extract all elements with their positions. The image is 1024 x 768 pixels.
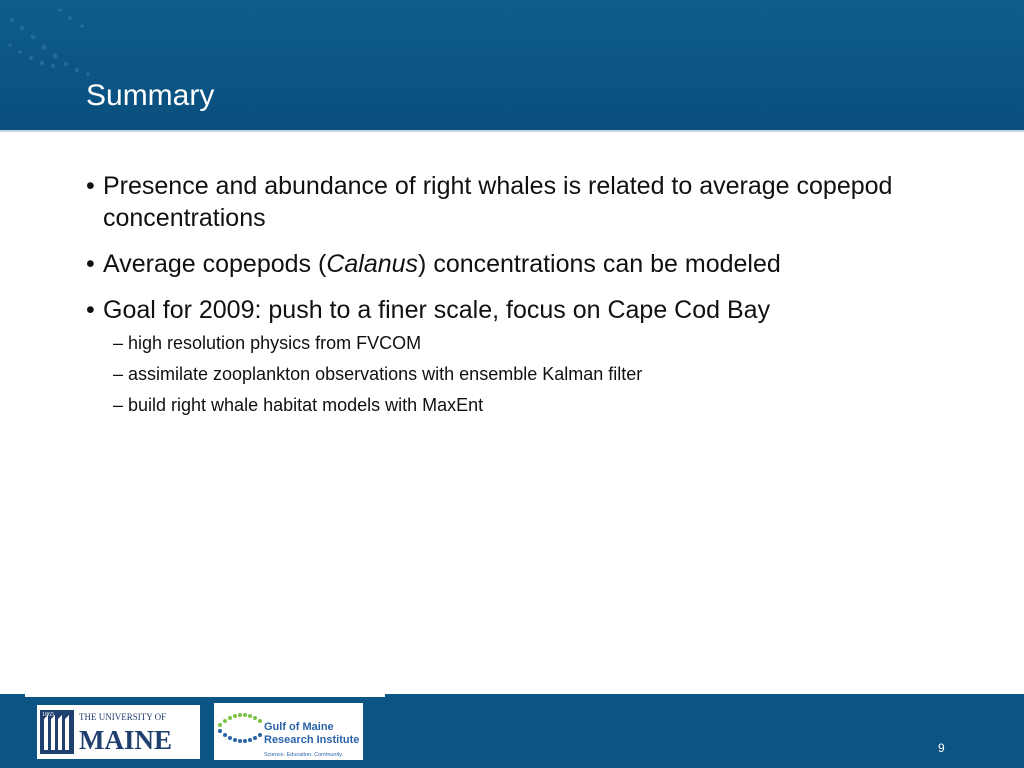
bullet-text-start: Average copepods ( — [103, 250, 327, 278]
bullet-marker: • — [86, 296, 95, 324]
sub-bullet-text: assimilate zooplankton observations with ensemble Kalman filter — [128, 364, 643, 384]
sub-bullet-text: high resolution physics from FVCOM — [128, 333, 422, 353]
bullet-item — [86, 248, 906, 280]
sub-bullet-marker: – — [113, 395, 124, 415]
maine-logo-line1: THE UNIVERSITY OF — [79, 712, 167, 722]
page-number: 9 — [938, 741, 945, 755]
gulf-of-maine-research-institute-logo — [214, 703, 363, 760]
gmri-logo-tagline: Science. Education. Community. — [264, 752, 344, 758]
bullet-item — [86, 294, 906, 326]
gmri-logo-line1: Gulf of Maine — [264, 721, 334, 733]
bullet-text: Presence and abundance of right whales is related to average copepod concentrations — [103, 172, 893, 232]
bullet-text: Goal for 2009: push to a finer scale, focus on Cape Cod Bay — [103, 296, 771, 324]
maine-logo-wordmark: MAINE — [79, 725, 172, 755]
gmri-logo-graphic — [214, 703, 363, 760]
header-divider — [0, 130, 1024, 132]
maine-logo-graphic — [37, 705, 200, 759]
bullet-marker: • — [86, 250, 95, 278]
slide-title: Summary — [86, 79, 215, 112]
bullet-item — [86, 170, 906, 234]
slide-body — [86, 170, 906, 425]
bullet-text-italic: Calanus — [326, 250, 419, 278]
bullet-text-end: ) concentrations can be modeled — [418, 250, 781, 278]
bullet-marker: • — [86, 172, 95, 200]
gmri-logo-line2: Research Institute — [264, 734, 360, 746]
sub-bullet-text: build right whale habitat models with MaxEnt — [128, 395, 484, 415]
university-of-maine-logo — [37, 705, 200, 759]
footer-accent-line — [25, 694, 385, 697]
sub-bullet-item — [113, 332, 906, 354]
sub-bullet-marker: – — [113, 333, 124, 353]
maine-logo-year: 1865 — [42, 712, 54, 718]
header-bar — [0, 0, 1024, 130]
sub-bullet-item — [113, 363, 906, 385]
sub-bullet-item — [113, 394, 906, 416]
sub-bullet-marker: – — [113, 364, 124, 384]
